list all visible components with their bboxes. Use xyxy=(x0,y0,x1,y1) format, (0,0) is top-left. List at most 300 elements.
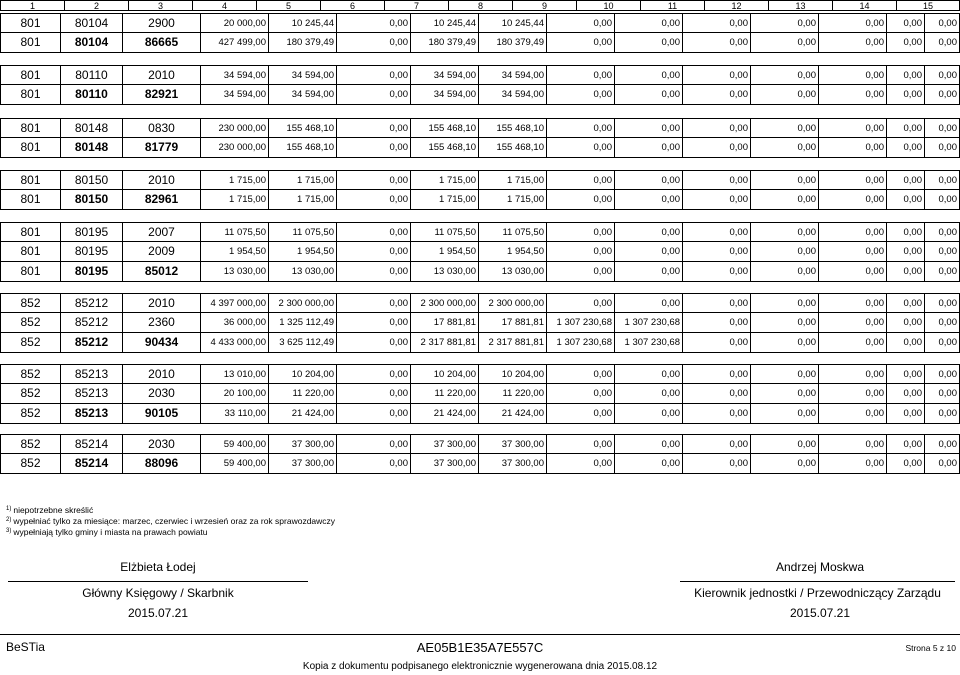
amount-cell: 0,00 xyxy=(682,384,750,404)
amount-cell: 0,00 xyxy=(614,190,682,210)
paragraph-code-cell: 2010 xyxy=(122,293,200,313)
amount-cell: 0,00 xyxy=(818,454,886,474)
amount-cell: 10 245,44 xyxy=(268,13,336,33)
section-code-cell: 801 xyxy=(0,138,60,158)
paragraph-code-cell: 2900 xyxy=(122,13,200,33)
amount-cell: 4 433 000,00 xyxy=(200,333,268,353)
amount-cell: 0,00 xyxy=(750,333,818,353)
chapter-code-cell: 80110 xyxy=(60,85,122,105)
amount-cell: 0,00 xyxy=(818,118,886,138)
section-code-cell: 801 xyxy=(0,33,60,53)
amount-cell: 0,00 xyxy=(818,170,886,190)
section-code-cell: 801 xyxy=(0,222,60,242)
amount-cell: 10 245,44 xyxy=(478,13,546,33)
amount-cell: 427 499,00 xyxy=(200,33,268,53)
amount-cell: 0,00 xyxy=(886,222,924,242)
chapter-code-cell: 85214 xyxy=(60,434,122,454)
amount-cell: 0,00 xyxy=(750,13,818,33)
amount-cell: 0,00 xyxy=(614,85,682,105)
amount-cell: 0,00 xyxy=(614,222,682,242)
amount-cell: 1 715,00 xyxy=(268,170,336,190)
paragraph-code-cell: 86665 xyxy=(122,33,200,53)
amount-cell: 0,00 xyxy=(750,222,818,242)
amount-cell: 0,00 xyxy=(886,65,924,85)
footer-divider xyxy=(0,634,960,635)
section-code-cell: 801 xyxy=(0,170,60,190)
amount-cell: 37 300,00 xyxy=(478,454,546,474)
column-header: 7 xyxy=(384,0,448,11)
amount-cell: 0,00 xyxy=(750,65,818,85)
column-header: 15 xyxy=(896,0,960,11)
footnote-mark: 1) xyxy=(6,506,12,512)
amount-cell: 59 400,00 xyxy=(200,434,268,454)
amount-cell: 11 075,50 xyxy=(200,222,268,242)
amount-cell: 34 594,00 xyxy=(410,85,478,105)
amount-cell: 0,00 xyxy=(886,364,924,384)
amount-cell: 0,00 xyxy=(750,404,818,424)
amount-cell: 0,00 xyxy=(546,222,614,242)
amount-cell: 0,00 xyxy=(682,293,750,313)
amount-cell: 0,00 xyxy=(614,138,682,158)
amount-cell: 0,00 xyxy=(614,242,682,262)
amount-cell: 37 300,00 xyxy=(268,454,336,474)
table-row xyxy=(0,434,960,454)
amount-cell: 0,00 xyxy=(336,170,410,190)
paragraph-code-cell: 2010 xyxy=(122,170,200,190)
footnote-mark: 2) xyxy=(6,517,12,523)
amount-cell: 0,00 xyxy=(682,65,750,85)
amount-cell: 0,00 xyxy=(818,242,886,262)
amount-cell: 0,00 xyxy=(336,85,410,105)
amount-cell: 0,00 xyxy=(886,33,924,53)
section-code-cell: 801 xyxy=(0,118,60,138)
amount-cell: 0,00 xyxy=(886,242,924,262)
table-row-total xyxy=(0,138,960,158)
paragraph-code-cell: 2030 xyxy=(122,434,200,454)
amount-cell: 0,00 xyxy=(750,262,818,282)
amount-cell: 0,00 xyxy=(886,434,924,454)
amount-cell: 2 317 881,81 xyxy=(478,333,546,353)
amount-cell: 0,00 xyxy=(682,33,750,53)
amount-cell: 21 424,00 xyxy=(478,404,546,424)
document-id: AE05B1E35A7E557C xyxy=(416,640,544,655)
amount-cell: 0,00 xyxy=(750,138,818,158)
amount-cell: 11 075,50 xyxy=(478,222,546,242)
amount-cell: 10 204,00 xyxy=(410,364,478,384)
section-code-cell: 852 xyxy=(0,404,60,424)
amount-cell: 0,00 xyxy=(750,384,818,404)
table-row xyxy=(0,170,960,190)
amount-cell: 0,00 xyxy=(336,222,410,242)
amount-cell: 2 300 000,00 xyxy=(268,293,336,313)
amount-cell: 1 715,00 xyxy=(478,170,546,190)
amount-cell: 0,00 xyxy=(750,85,818,105)
amount-cell: 0,00 xyxy=(924,138,960,158)
page-number: Strona 5 z 10 xyxy=(905,643,956,653)
amount-cell: 0,00 xyxy=(886,454,924,474)
amount-cell: 0,00 xyxy=(682,404,750,424)
amount-cell: 1 715,00 xyxy=(200,190,268,210)
amount-cell: 2 300 000,00 xyxy=(478,293,546,313)
paragraph-code-cell: 90434 xyxy=(122,333,200,353)
amount-cell: 59 400,00 xyxy=(200,454,268,474)
chapter-code-cell: 80110 xyxy=(60,65,122,85)
amount-cell: 0,00 xyxy=(818,190,886,210)
amount-cell: 0,00 xyxy=(750,293,818,313)
paragraph-code-cell: 85012 xyxy=(122,262,200,282)
amount-cell: 10 245,44 xyxy=(410,13,478,33)
amount-cell: 0,00 xyxy=(924,65,960,85)
section-code-cell: 852 xyxy=(0,293,60,313)
amount-cell: 0,00 xyxy=(614,13,682,33)
section-code-cell: 852 xyxy=(0,333,60,353)
amount-cell: 34 594,00 xyxy=(478,85,546,105)
amount-cell: 0,00 xyxy=(924,364,960,384)
left-signer-name: Elżbieta Łodej xyxy=(120,560,196,574)
amount-cell: 180 379,49 xyxy=(478,33,546,53)
section-code-cell: 801 xyxy=(0,262,60,282)
amount-cell: 0,00 xyxy=(818,33,886,53)
amount-cell: 34 594,00 xyxy=(478,65,546,85)
table-row-total xyxy=(0,85,960,105)
amount-cell: 0,00 xyxy=(750,242,818,262)
column-header: 6 xyxy=(320,0,384,11)
section-code-cell: 852 xyxy=(0,434,60,454)
amount-cell: 0,00 xyxy=(682,454,750,474)
footnote-text: wypełniają tylko gminy i miasta na prawach powiatu xyxy=(13,527,208,537)
amount-cell: 0,00 xyxy=(924,313,960,333)
amount-cell: 0,00 xyxy=(750,33,818,53)
amount-cell: 1 307 230,68 xyxy=(546,333,614,353)
amount-cell: 3 625 112,49 xyxy=(268,333,336,353)
amount-cell: 0,00 xyxy=(614,364,682,384)
footnote-mark: 3) xyxy=(6,528,12,534)
left-signature-line xyxy=(8,581,308,582)
amount-cell: 13 030,00 xyxy=(478,262,546,282)
amount-cell: 0,00 xyxy=(614,404,682,424)
amount-cell: 0,00 xyxy=(546,434,614,454)
column-header: 13 xyxy=(768,0,832,11)
amount-cell: 0,00 xyxy=(546,242,614,262)
amount-cell: 11 220,00 xyxy=(410,384,478,404)
chapter-code-cell: 80195 xyxy=(60,222,122,242)
paragraph-code-cell: 2030 xyxy=(122,384,200,404)
column-header: 10 xyxy=(576,0,640,11)
amount-cell: 21 424,00 xyxy=(410,404,478,424)
table-row xyxy=(0,118,960,138)
amount-cell: 0,00 xyxy=(924,170,960,190)
paragraph-code-cell: 82961 xyxy=(122,190,200,210)
section-code-cell: 801 xyxy=(0,242,60,262)
paragraph-code-cell: 90105 xyxy=(122,404,200,424)
amount-cell: 0,00 xyxy=(614,293,682,313)
amount-cell: 0,00 xyxy=(818,364,886,384)
amount-cell: 0,00 xyxy=(682,242,750,262)
amount-cell: 34 594,00 xyxy=(410,65,478,85)
amount-cell: 37 300,00 xyxy=(478,434,546,454)
amount-cell: 0,00 xyxy=(546,33,614,53)
footnote xyxy=(6,504,335,515)
section-code-cell: 801 xyxy=(0,65,60,85)
amount-cell: 1 954,50 xyxy=(478,242,546,262)
chapter-code-cell: 80104 xyxy=(60,33,122,53)
amount-cell: 1 715,00 xyxy=(268,190,336,210)
column-header: 8 xyxy=(448,0,512,11)
amount-cell: 0,00 xyxy=(750,118,818,138)
paragraph-code-cell: 2007 xyxy=(122,222,200,242)
amount-cell: 0,00 xyxy=(818,222,886,242)
amount-cell: 0,00 xyxy=(336,293,410,313)
amount-cell: 0,00 xyxy=(886,118,924,138)
table-row-total xyxy=(0,404,960,424)
table-row-total xyxy=(0,333,960,353)
amount-cell: 0,00 xyxy=(682,364,750,384)
amount-cell: 0,00 xyxy=(546,262,614,282)
amount-cell: 4 397 000,00 xyxy=(200,293,268,313)
amount-cell: 0,00 xyxy=(336,262,410,282)
amount-cell: 1 954,50 xyxy=(268,242,336,262)
amount-cell: 0,00 xyxy=(682,333,750,353)
amount-cell: 0,00 xyxy=(336,364,410,384)
amount-cell: 0,00 xyxy=(750,434,818,454)
chapter-code-cell: 80148 xyxy=(60,138,122,158)
column-header: 14 xyxy=(832,0,896,11)
amount-cell: 0,00 xyxy=(336,434,410,454)
amount-cell: 0,00 xyxy=(924,333,960,353)
amount-cell: 0,00 xyxy=(682,222,750,242)
amount-cell: 37 300,00 xyxy=(268,434,336,454)
chapter-code-cell: 85212 xyxy=(60,333,122,353)
column-header-row xyxy=(0,0,960,12)
amount-cell: 0,00 xyxy=(750,313,818,333)
column-header: 12 xyxy=(704,0,768,11)
amount-cell: 0,00 xyxy=(818,293,886,313)
amount-cell: 0,00 xyxy=(886,85,924,105)
amount-cell: 0,00 xyxy=(924,384,960,404)
amount-cell: 0,00 xyxy=(818,13,886,33)
amount-cell: 1 325 112,49 xyxy=(268,313,336,333)
amount-cell: 230 000,00 xyxy=(200,138,268,158)
amount-cell: 0,00 xyxy=(614,33,682,53)
amount-cell: 0,00 xyxy=(924,118,960,138)
amount-cell: 11 075,50 xyxy=(268,222,336,242)
amount-cell: 37 300,00 xyxy=(410,454,478,474)
chapter-code-cell: 85212 xyxy=(60,293,122,313)
column-header: 2 xyxy=(64,0,128,11)
amount-cell: 0,00 xyxy=(336,13,410,33)
amount-cell: 0,00 xyxy=(750,170,818,190)
table-row xyxy=(0,293,960,313)
amount-cell: 34 594,00 xyxy=(268,65,336,85)
amount-cell: 0,00 xyxy=(924,262,960,282)
amount-cell: 0,00 xyxy=(682,138,750,158)
amount-cell: 0,00 xyxy=(818,85,886,105)
section-code-cell: 801 xyxy=(0,85,60,105)
left-signer-role: Główny Księgowy / Skarbnik xyxy=(82,586,234,600)
right-signer-name: Andrzej Moskwa xyxy=(775,560,865,574)
amount-cell: 0,00 xyxy=(750,190,818,210)
amount-cell: 0,00 xyxy=(818,138,886,158)
paragraph-code-cell: 81779 xyxy=(122,138,200,158)
amount-cell: 0,00 xyxy=(546,138,614,158)
amount-cell: 0,00 xyxy=(682,85,750,105)
column-header: 4 xyxy=(192,0,256,11)
amount-cell: 0,00 xyxy=(546,384,614,404)
amount-cell: 0,00 xyxy=(546,293,614,313)
chapter-code-cell: 85213 xyxy=(60,384,122,404)
amount-cell: 1 307 230,68 xyxy=(546,313,614,333)
amount-cell: 0,00 xyxy=(924,85,960,105)
section-code-cell: 852 xyxy=(0,384,60,404)
paragraph-code-cell: 2010 xyxy=(122,364,200,384)
amount-cell: 37 300,00 xyxy=(410,434,478,454)
amount-cell: 0,00 xyxy=(336,190,410,210)
amount-cell: 0,00 xyxy=(682,262,750,282)
column-header: 3 xyxy=(128,0,192,11)
amount-cell: 0,00 xyxy=(336,333,410,353)
amount-cell: 1 954,50 xyxy=(200,242,268,262)
chapter-code-cell: 80150 xyxy=(60,170,122,190)
amount-cell: 20 100,00 xyxy=(200,384,268,404)
amount-cell: 10 204,00 xyxy=(268,364,336,384)
table-row xyxy=(0,222,960,242)
amount-cell: 0,00 xyxy=(924,404,960,424)
amount-cell: 36 000,00 xyxy=(200,313,268,333)
amount-cell: 0,00 xyxy=(336,404,410,424)
amount-cell: 1 715,00 xyxy=(410,170,478,190)
amount-cell: 0,00 xyxy=(924,242,960,262)
chapter-code-cell: 80148 xyxy=(60,118,122,138)
amount-cell: 0,00 xyxy=(886,262,924,282)
amount-cell: 230 000,00 xyxy=(200,118,268,138)
amount-cell: 0,00 xyxy=(546,118,614,138)
right-sign-date: 2015.07.21 xyxy=(789,606,851,620)
amount-cell: 0,00 xyxy=(546,170,614,190)
table-row-total xyxy=(0,33,960,53)
amount-cell: 0,00 xyxy=(682,434,750,454)
amount-cell: 33 110,00 xyxy=(200,404,268,424)
amount-cell: 0,00 xyxy=(336,242,410,262)
amount-cell: 0,00 xyxy=(336,33,410,53)
amount-cell: 0,00 xyxy=(682,118,750,138)
amount-cell: 155 468,10 xyxy=(268,138,336,158)
amount-cell: 0,00 xyxy=(886,293,924,313)
section-code-cell: 801 xyxy=(0,13,60,33)
paragraph-code-cell: 2010 xyxy=(122,65,200,85)
amount-cell: 34 594,00 xyxy=(200,65,268,85)
amount-cell: 180 379,49 xyxy=(268,33,336,53)
amount-cell: 0,00 xyxy=(886,138,924,158)
amount-cell: 1 715,00 xyxy=(410,190,478,210)
amount-cell: 0,00 xyxy=(614,170,682,190)
table-row xyxy=(0,242,960,262)
amount-cell: 0,00 xyxy=(818,333,886,353)
amount-cell: 11 220,00 xyxy=(478,384,546,404)
amount-cell: 0,00 xyxy=(682,190,750,210)
amount-cell: 155 468,10 xyxy=(478,138,546,158)
table-row xyxy=(0,65,960,85)
table-row xyxy=(0,313,960,333)
amount-cell: 1 307 230,68 xyxy=(614,313,682,333)
amount-cell: 34 594,00 xyxy=(268,85,336,105)
amount-cell: 0,00 xyxy=(924,33,960,53)
chapter-code-cell: 80104 xyxy=(60,13,122,33)
paragraph-code-cell: 2009 xyxy=(122,242,200,262)
amount-cell: 0,00 xyxy=(886,384,924,404)
section-code-cell: 852 xyxy=(0,364,60,384)
footnotes xyxy=(6,504,335,537)
column-header: 11 xyxy=(640,0,704,11)
amount-cell: 0,00 xyxy=(924,222,960,242)
amount-cell: 0,00 xyxy=(886,13,924,33)
amount-cell: 0,00 xyxy=(682,170,750,190)
column-header: 5 xyxy=(256,0,320,11)
paragraph-code-cell: 82921 xyxy=(122,85,200,105)
table-row xyxy=(0,13,960,33)
footnote xyxy=(6,515,335,526)
amount-cell: 21 424,00 xyxy=(268,404,336,424)
amount-cell: 0,00 xyxy=(546,65,614,85)
amount-cell: 155 468,10 xyxy=(268,118,336,138)
section-code-cell: 852 xyxy=(0,454,60,474)
amount-cell: 0,00 xyxy=(336,65,410,85)
column-header: 1 xyxy=(0,0,64,11)
amount-cell: 13 030,00 xyxy=(268,262,336,282)
chapter-code-cell: 80150 xyxy=(60,190,122,210)
amount-cell: 0,00 xyxy=(614,262,682,282)
amount-cell: 0,00 xyxy=(818,262,886,282)
amount-cell: 11 075,50 xyxy=(410,222,478,242)
right-signature-line xyxy=(680,581,955,582)
left-sign-date: 2015.07.21 xyxy=(127,606,189,620)
amount-cell: 0,00 xyxy=(886,404,924,424)
amount-cell: 0,00 xyxy=(546,190,614,210)
footnote-text: wypełniać tylko za miesiące: marzec, czerwiec i wrzesień oraz za rok sprawozdawczy xyxy=(13,516,336,526)
amount-cell: 0,00 xyxy=(818,313,886,333)
amount-cell: 0,00 xyxy=(546,404,614,424)
amount-cell: 155 468,10 xyxy=(410,138,478,158)
chapter-code-cell: 85212 xyxy=(60,313,122,333)
chapter-code-cell: 85213 xyxy=(60,404,122,424)
amount-cell: 1 715,00 xyxy=(478,190,546,210)
amount-cell: 0,00 xyxy=(614,434,682,454)
amount-cell: 0,00 xyxy=(818,65,886,85)
amount-cell: 0,00 xyxy=(924,13,960,33)
amount-cell: 180 379,49 xyxy=(410,33,478,53)
amount-cell: 0,00 xyxy=(336,454,410,474)
copy-note: Kopia z dokumentu podpisanego elektronicznie wygenerowana dnia 2015.08.12 xyxy=(302,661,658,672)
amount-cell: 0,00 xyxy=(682,313,750,333)
chapter-code-cell: 80195 xyxy=(60,242,122,262)
amount-cell: 155 468,10 xyxy=(410,118,478,138)
paragraph-code-cell: 88096 xyxy=(122,454,200,474)
amount-cell: 0,00 xyxy=(750,364,818,384)
chapter-code-cell: 85213 xyxy=(60,364,122,384)
amount-cell: 0,00 xyxy=(614,384,682,404)
table-row xyxy=(0,384,960,404)
amount-cell: 13 010,00 xyxy=(200,364,268,384)
amount-cell: 0,00 xyxy=(336,384,410,404)
amount-cell: 2 300 000,00 xyxy=(410,293,478,313)
table-row xyxy=(0,364,960,384)
chapter-code-cell: 85214 xyxy=(60,454,122,474)
amount-cell: 0,00 xyxy=(818,404,886,424)
amount-cell: 0,00 xyxy=(924,190,960,210)
amount-cell: 0,00 xyxy=(750,454,818,474)
amount-cell: 0,00 xyxy=(614,454,682,474)
paragraph-code-cell: 2360 xyxy=(122,313,200,333)
amount-cell: 0,00 xyxy=(336,313,410,333)
